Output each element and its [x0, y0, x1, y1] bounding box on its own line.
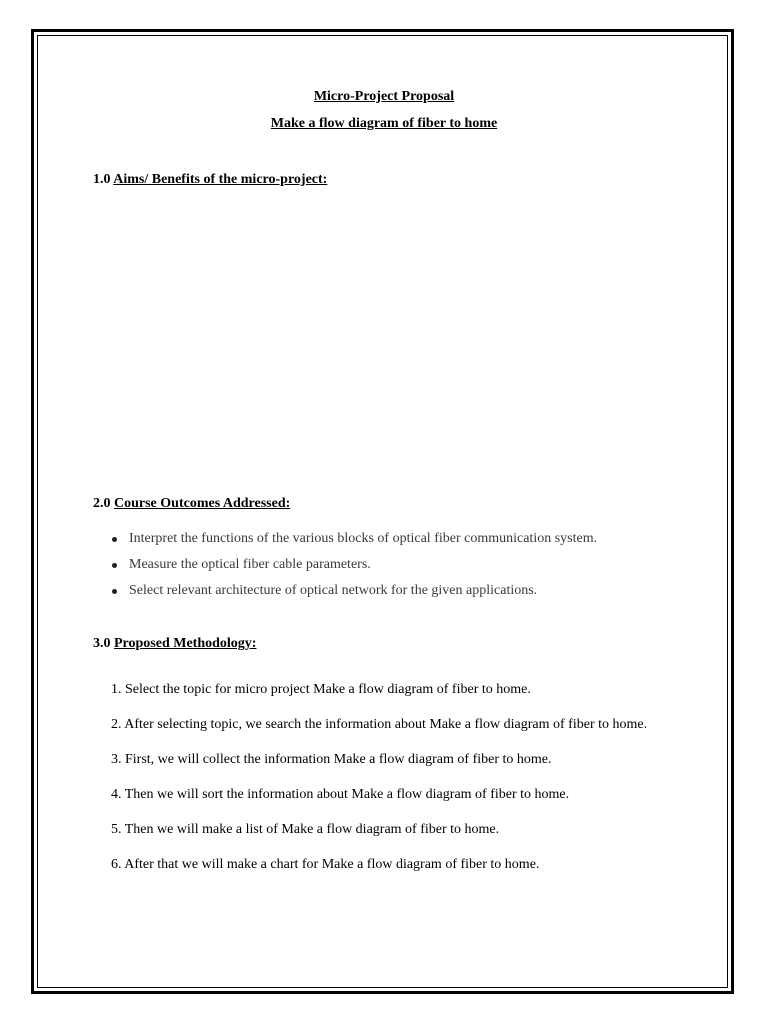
section-heading-methodology: [93, 635, 256, 653]
methodology-list: [111, 681, 647, 891]
outcome-text: Measure the optical fiber cable parameters.: [129, 557, 371, 572]
bullet-icon: [112, 589, 117, 594]
section-heading-aims: [93, 171, 327, 189]
list-item: 6. After that we will make a chart for Make a flow diagram of fiber to home.: [111, 857, 540, 872]
list-item: 5. Then we will make a list of Make a flow diagram of fiber to home.: [111, 822, 500, 837]
outcomes-list: [111, 530, 597, 608]
list-item: [111, 530, 597, 556]
list-item: [111, 556, 597, 582]
section-number: 3.0: [93, 636, 111, 651]
section-title: Course Outcomes Addressed:: [114, 496, 291, 511]
list-item: 4. Then we will sort the information about Make a flow diagram of fiber to home.: [111, 787, 570, 802]
bullet-icon: [112, 537, 117, 542]
section-title: Proposed Methodology:: [114, 636, 257, 651]
section-number: 2.0: [93, 496, 111, 511]
list-item: 2. After selecting topic, we search the information about Make a flow diagram of fiber to home.: [111, 717, 648, 732]
document-subtitle: Make a flow diagram of fiber to home: [270, 116, 498, 131]
list-item: [111, 582, 597, 608]
document-title: Micro-Project Proposal: [313, 89, 455, 104]
list-item: 1. Select the topic for micro project Make a flow diagram of fiber to home.: [111, 682, 531, 697]
outcome-text: Select relevant architecture of optical network for the given applications.: [129, 583, 538, 598]
bullet-icon: [112, 563, 117, 568]
section-title: Aims/ Benefits of the micro-project:: [113, 172, 328, 187]
section-heading-outcomes: [93, 495, 290, 513]
section-number: 1.0: [93, 172, 111, 187]
list-item: 3. First, we will collect the information Make a flow diagram of fiber to home.: [111, 752, 552, 767]
outcome-text: Interpret the functions of the various blocks of optical fiber communication system.: [129, 531, 598, 546]
